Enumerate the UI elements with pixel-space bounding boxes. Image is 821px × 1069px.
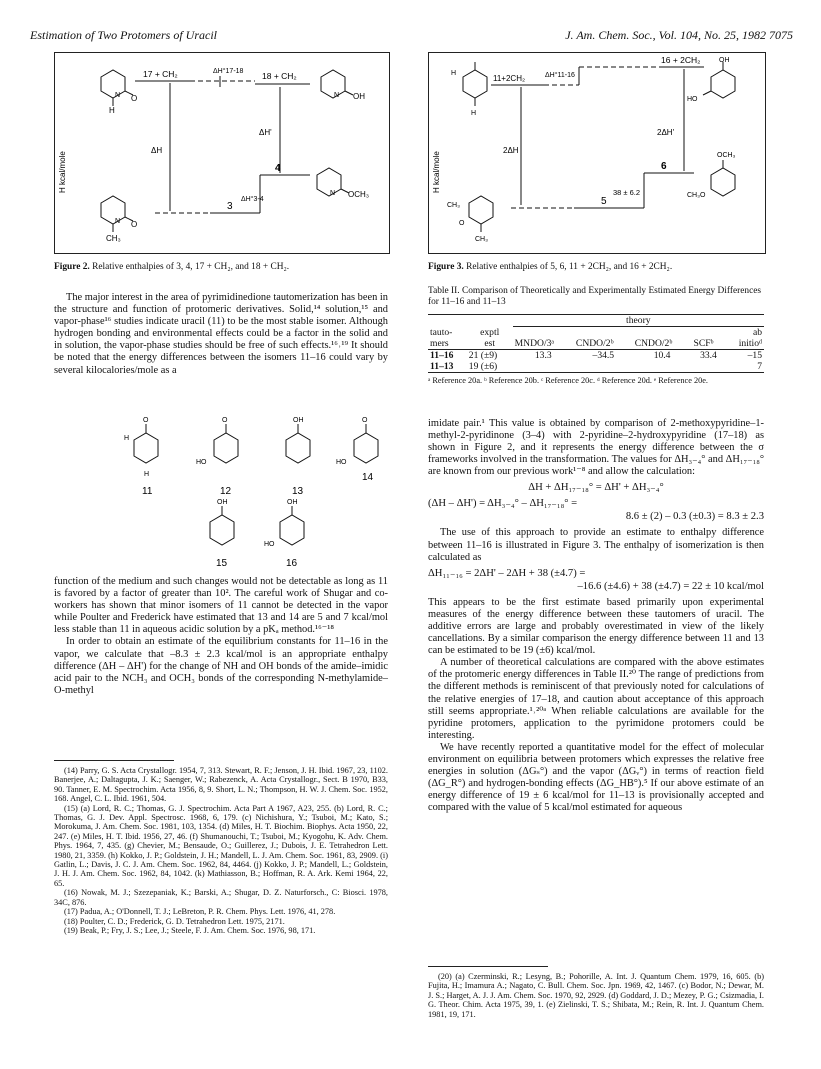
struct-12-label: 12 [220,486,232,497]
table-cell-exptl: 19 (±6) [468,361,498,372]
fig3-label-5: 5 [601,196,607,207]
table-col-mndo: MNDO/3ᵃ [514,338,555,349]
tautomer-structures-svg [54,410,388,570]
s11-h2: H [144,471,150,478]
fig2-atom-h1: H [109,106,115,115]
right-paragraph-5: We have recently reported a quantitative model for the effect of molecular environment on equilibria between protomers which expresses the relative free energies in solution (ΔGₛ°) and the vapor (ΔGᵥ°) in terms of reaction field (ΔG_R°) and hydrogen-bonding effects (ΔG_HB°).⁵ If our above estimate of an energy difference of 19 ± 6 kcal/mol for 11–13 is provisionally accepted and compared with the value of 5 kcal/mol estimated for aqueous [428,741,764,814]
fig3-dihydroxypyrimidine-structure [703,62,735,98]
fig2-ylabel: H kcal/mole [58,151,67,193]
fig2-dh17-18: ΔH°17-18 [213,68,244,75]
fig2-pyridinone-structure [101,70,133,106]
fig3-label-11: 11+2CH₂ [493,74,526,83]
figure-2-caption-label: Figure 2. [54,262,90,272]
fig2-methylpyridinone-structure [101,196,133,232]
equation-2a: (ΔH – ΔH') = ΔH₃₋₄° – ΔH₁₇₋₁₈° = [428,498,578,510]
fig2-dh3-4: ΔH°3-4 [241,196,264,203]
equation-3a: ΔH₁₁₋₁₆ = 2ΔH' – 2ΔH + 38 (±4.7) = [428,567,586,579]
footnote-15: (15) (a) Lord, R. C.; Thomas, G. J. Spectrochim. Acta Part A 1967, A23, 255. (b) Lord, R. C.; Thomas, G. J. Dev. Appl. Spectrosc. 1968, 6, 179. (c) Nichishura, Y.; Tsuboi, M.; Kato, S.; Morokuma, J. Am. Chem. Soc. 1981, 103, 1354. (d) Miles, H. T. Biochim. Biophys. Acta 1950, 22, 247. (e) Miles, H. T. Ibid. 1956, 27, 46. (f) Shumanouchi, T.; Tsuboi, M.; Kyogohu, K. Adv. Chem. Phys. 1964, 7, 435. (g) Chevier, M.; Bensaude, O.; Guillerez, J.; Dubois, J. E. Tetrahedron Lett. 1980, 21, 3359. (h) Kokko, J. P.; Goldstein, J. H.; Mandell, L. J. Am. Chem. Soc. 1961, 83, 2909. (i) Gatlin, L.; Davis, J. C. J. Am. Chem. Soc. 1962, 84, 4464. (j) Kokko, J. P.; Mandell, L.; Goldstein, J. H. J. Am. Chem. Soc. 1962, 84, 1042. (k) Mathiasson, B.; Hoffman, R. A. Ark. Kemi 1964, 22, 65. [54,803,388,888]
fig3-label-16: 16 + 2CH₂ [661,55,701,65]
struct-13-label: 13 [292,486,304,497]
struct-16-ring [280,515,304,545]
right-paragraph-1: imidate pair.¹ This value is obtained by comparison of 2-methoxypyridine–1-methyl-2-pyridinone (3–4) with 2-pyridine–2-hydroxypyridine (17–18) as shown in Figure 2, and it represents the energy difference between the σ frameworks involved in the transformation. The values for ΔH₃₋₄° and ΔH₁₇₋₁₈° are known from our previous work¹⁻⁸ and allow the calculation: [428,418,764,478]
table-col-cndo2b: CNDO/2ᵇ [634,338,673,349]
table-cell-exptl: 21 (±9) [468,350,498,361]
table-col-exptl: exptl est [480,327,500,349]
fig3-atom-ch3a: CH₃ [447,202,460,209]
table-cell-cndo: –34.5 [592,350,615,361]
struct-15-label: 15 [216,558,228,569]
fig3-2dhprime-label: 2ΔH' [657,128,675,137]
s11-o: O [143,417,149,424]
footnote-18: (18) Poulter, C. D.; Frederick, G. D. Tetrahedron Lett. 1975, 2171. [64,916,285,926]
fig3-uracil-structure [463,62,487,106]
running-header-left: Estimation of Two Protomers of Uracil [30,28,218,42]
table-2 [428,314,764,385]
table-col-abinitio: ab initioᵈ [738,327,762,349]
s15-oh: OH [217,499,228,506]
fig3-atom-ch3o: CH₃O [687,192,706,199]
figure-2 [54,52,390,254]
table-col-scf: SCFᵇ [693,338,714,349]
struct-16-label: 16 [286,558,298,569]
table-2-footnote: ᵃ Reference 20a. ᵇ Reference 20b. ᶜ Reference 20c. ᵈ Reference 20d. ᵉ Reference 20e. [428,376,709,385]
footnote-17: (17) Padua, A.; O'Donnell, T. J.; LeBreton, P. R. Chem. Phys. Lett. 1976, 41, 278. [64,907,336,917]
equation-3b: –16.6 (±4.6) + 38 (±4.7) = 22 ± 10 kcal/mol [577,580,764,592]
right-paragraph-3: This appears to be the first estimate based primarily upon experimental measures of the energy difference between these tautomers of uracil. The additive errors are large and probably overestimated in view of the likely cancellations. By a similar comparison the energy difference between 11 and 13 can be estimated to be 19 (±6) kcal/mol. [428,596,764,657]
fig3-dimethyluracil-structure [469,196,493,232]
left-paragraph-1: The major interest in the area of pyrimidinedione tautomerization has been in the structure and function of protomeric derivatives. Solid,¹⁴ solution,¹⁵ and vapor-phase¹⁶ studies indicate uracil (11) to be the most stable isomer. Although hydrogen bonding and environmental effects could be a factor in the solid and in solution, the vapor-phase studies should be free of such effects.¹⁶˒¹⁹ It should be noted that the energy differences between the isomers 11–16 could vary by several kilocalories/mole as a [54,292,388,376]
table-cell-tauto: 11–13 [430,361,454,372]
fig3-atom-o: O [459,220,465,227]
right-paragraph-4: A number of theoretical calculations are compared with the above estimates of the protomeric energy differences in Table II.²⁰ The range of predictions from the different methods is reminiscent of that previously noted for calculations of the relative energies of 17–18, and caution about acceptance of this approach still seems appropriate.¹˒²⁰ᵃ When reliable calculations are available for the pyridine protomers, application to the pyrimidone protomers could be interesting. [428,657,764,741]
fig3-atom-och3: OCH₃ [717,152,736,159]
fig2-label-18: 18 + CH₂ [262,71,297,81]
struct-13-ring [286,433,310,463]
table-cell-ab: –15 [747,350,762,361]
fig3-dh11-16: ΔH°11-16 [545,72,575,79]
tautomer-structures [54,410,388,570]
fig2-atom-n1: N [115,92,121,99]
figure-3-caption-text: Relative enthalpies of 5, 6, 11 + 2CH₂, and 16 + 2CH₂. [463,262,673,272]
fig2-dhprime-label: ΔH' [259,128,272,137]
fig2-atom-o1: O [131,94,138,103]
right-footnote-rule [428,966,548,967]
fig3-atom-ho: HO [687,96,698,103]
struct-14-label: 14 [362,472,374,483]
fig2-atom-n3: N [330,190,336,197]
table-cell-ab: 7 [757,361,762,372]
table-col-theory: theory [513,315,764,327]
fig2-label-4: 4 [275,163,281,174]
footnote-14: (14) Parry, G. S. Acta Crystallogr. 1954, 7, 313. Stewart, R. F.; Jenson, J. H. Ibid. 1967, 23, 1102. Banerjee, A.; Daltagupta, J. K.; Saenger, W.; Rabezenck, A. Acta Crystallogr., Sect. B 1970, B33, 90. Tanner, E. M. Spectrochim. Acta 1956, 8, 9. Short, L. N.; Thompson, H. W. J. Chem. Soc. 1952, 168. Angel, C. L. Ibid. 1961, 504. [54,766,388,804]
table-2-title: Table II. Comparison of Theoretically and Experimentally Estimated Energy Differences for 11–16 and 11–13 [428,286,762,307]
table-cell-cndo [574,361,633,373]
s16-oh: OH [287,499,298,506]
fig2-dh-label: ΔH [151,146,163,155]
fig3-atom-oh: OH [719,57,730,64]
figure-3 [428,52,766,254]
fig3-diff: 38 ± 6.2 [613,188,641,197]
fig2-atom-och3: OCH₃ [348,190,370,199]
fig2-label-17: 17 + CH₂ [143,69,178,79]
table-row [428,350,764,361]
equation-2b: 8.6 ± (2) – 0.3 (±0.3) = 8.3 ± 2.3 [625,511,764,523]
s13-oh: OH [293,417,304,424]
table-2-grid [428,315,764,373]
left-footnote-rule [54,760,174,761]
equation-1: ΔH + ΔH₁₇₋₁₈° = ΔH' + ΔH₃₋₄° [528,482,664,494]
fig3-atom-ch3b: CH₃ [475,236,488,243]
left-paragraph-2: function of the medium and such changes would not be detectable as long as 11 is favored by a factor of greater than 10². The careful work of Shugar and co-workers has shown that minor isomers of 11 cannot be detected in the vapor while Poulter and Frederick have estimated that 13 and 14 are 5 and 7 kcal/mol less stable than 11 in aqueous acidic solution by a pKₐ method.¹⁶⁻¹⁸ [54,576,388,636]
fig2-atom-oh: OH [353,92,365,101]
table-cell-scf: 33.4 [700,350,717,361]
table-cell-cndo2: 10.4 [653,350,671,361]
fig2-atom-ch3: CH₃ [106,234,121,243]
struct-12-ring [214,433,238,463]
left-column-top [54,292,388,377]
figure-3-caption [428,262,764,273]
struct-15-ring [210,515,234,545]
fig2-label-3: 3 [227,201,233,212]
s12-ho: HO [196,459,207,466]
figure-3-caption-label: Figure 3. [428,262,464,272]
footnote-19: (19) Beak, P.; Fry, J. S.; Lee, J.; Steele, F. J. Am. Chem. Soc. 1976, 98, 171. [64,925,316,935]
table-col-tauto: tauto- mers [430,327,453,349]
left-footnotes [54,766,388,935]
right-footnotes [428,972,764,1019]
figure-2-caption-text: Relative enthalpies of 3, 4, 17 + CH₂, and 18 + CH₂. [89,262,290,272]
table-cell-cndo2 [633,361,692,373]
figure-2-caption [54,262,388,273]
left-paragraph-3: In order to obtain an estimate of the equilibrium constants for 11–16 in the vapor, we calculate that –8.3 ± 2.3 kcal/mol is an appropriate enthalpy difference (ΔH – ΔH') for the change of NH and OH bonds of the amide–imidic acid pair to the NCH₃ and OCH₃ bonds of the corresponding N-methylamide–O-methyl [54,636,388,696]
fig2-atom-o4: O [131,220,138,229]
table-cell-tauto: 11–16 [430,350,454,361]
s14-o: O [362,417,368,424]
struct-14-ring [354,433,378,463]
fig2-atom-n2: N [334,92,340,99]
table-cell-mndo: 13.3 [534,350,552,361]
fig3-2dh-label: 2ΔH [503,146,519,155]
table-cell-mndo [513,361,574,373]
struct-11-ring [134,433,158,463]
fig2-atom-n4: N [115,218,121,225]
figure-2-diagram [55,53,389,253]
figure-3-diagram [429,53,765,253]
fig3-atom-h2: H [471,110,477,117]
s16-ho: HO [264,541,275,548]
table-row [428,361,764,373]
table-col-cndo2: CNDO/2ᵇ [575,338,614,349]
s12-o: O [222,417,228,424]
fig3-label-6: 6 [661,161,667,172]
struct-11-label: 11 [142,486,153,497]
footnote-16: (16) Nowak, M. J.; Szezepaniak, K.; Barski, A.; Shugar, D. Z. Naturforsch., C: Biosci. 1978, 34C, 876. [54,888,388,907]
fig3-dimethoxypyrimidine-structure [711,160,735,196]
footnote-20: (20) (a) Czerminski, R.; Lesyng, B.; Pohorille, A. Int. J. Quantum Chem. 1979, 16, 605. (b) Fujita, H.; Imamura A.; Nagato, C. Bull. Chem. Soc. Jpn. 1969, 42, 1467. (c) Bodor, N.; Dewar, M. J. S.; Harget, A. J. J. Am. Chem. Soc. 1970, 92, 2929. (d) Goddard, J. D.; Mezey, P. G.; Csizmadia, I. G. Theor. Chim. Acta 1975, 39, 1. (e) Zielinski, T. S.; Shibata, M.; Rein, R. Int. J. Quantum Chem. 1981, 19, 171. [428,972,764,1019]
fig3-atom-h1: H [451,70,457,77]
right-paragraph-2: The use of this approach to provide an estimate to enthalpy difference between 11–16 is illustrated in Figure 3. The enthalpy of isomerization is then calculated as [428,527,764,563]
running-header-right: J. Am. Chem. Soc., Vol. 104, No. 25, 1982 7075 [565,28,793,42]
left-column-bottom [54,576,388,697]
s14-ho: HO [336,459,347,466]
table-cell-scf [691,361,725,373]
right-column [428,418,764,814]
s11-h: H [124,435,130,442]
fig3-ylabel: H kcal/mole [432,151,441,193]
